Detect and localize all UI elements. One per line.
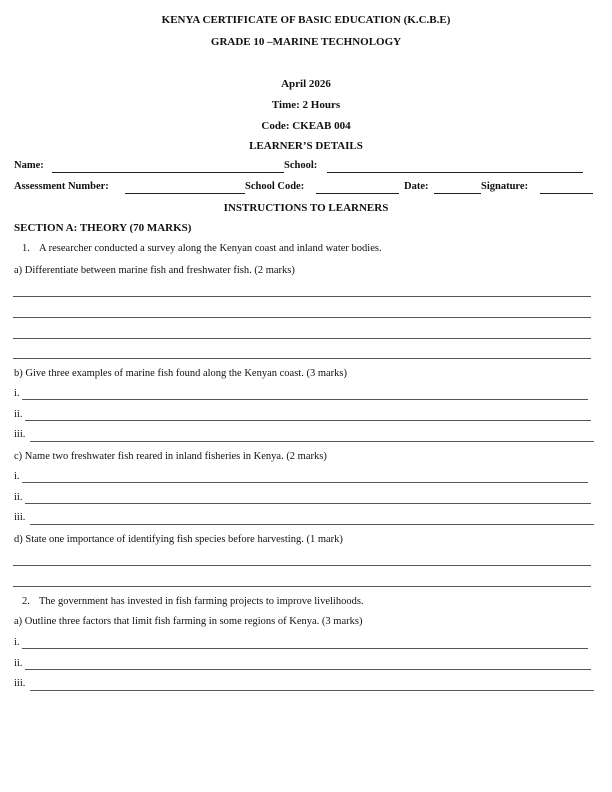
school-label: School: — [284, 160, 318, 171]
answer-line[interactable] — [13, 296, 591, 297]
signature-label: Signature: — [481, 181, 529, 192]
answer-line[interactable] — [25, 669, 591, 670]
item-label: i. — [14, 471, 20, 482]
answer-line[interactable] — [22, 399, 588, 400]
answer-line[interactable] — [25, 503, 591, 504]
instructions-heading: INSTRUCTIONS TO LEARNERS — [223, 202, 389, 214]
exam-date: April 2026 — [281, 78, 331, 90]
answer-line[interactable] — [13, 586, 591, 587]
assessment-number-label: Assessment Number: — [14, 181, 109, 192]
item-label: ii. — [14, 492, 23, 503]
item-label: iii. — [14, 512, 26, 523]
answer-line[interactable] — [30, 524, 594, 525]
answer-line[interactable] — [22, 482, 588, 483]
question-2-stem: The government has invested in fish farming projects to improve livelihoods. — [39, 596, 364, 607]
answer-line[interactable] — [22, 648, 588, 649]
school-code-label: School Code: — [245, 181, 305, 192]
answer-line[interactable] — [25, 420, 591, 421]
assessment-number-field[interactable] — [125, 193, 245, 194]
exam-code: Code: CKEAB 004 — [261, 120, 351, 132]
answer-line[interactable] — [13, 358, 591, 359]
date-field[interactable] — [434, 193, 481, 194]
question-1b-label: b) Give three examples of marine fish found along the Kenyan coast. (3 marks) — [14, 368, 347, 379]
date-label: Date: — [404, 181, 429, 192]
answer-line[interactable] — [13, 317, 591, 318]
name-field[interactable] — [52, 172, 284, 173]
answer-line[interactable] — [13, 565, 591, 566]
exam-subtitle: GRADE 10 –MARINE TECHNOLOGY — [210, 36, 402, 48]
exam-title: KENYA CERTIFICATE OF BASIC EDUCATION (K.C.B.E) — [161, 14, 451, 26]
item-label: i. — [14, 637, 20, 648]
question-1a-label: a) Differentiate between marine fish and freshwater fish. (2 marks) — [14, 265, 295, 276]
item-label: ii. — [14, 658, 23, 669]
item-label: ii. — [14, 409, 23, 420]
question-1-stem: A researcher conducted a survey along the Kenyan coast and inland water bodies. — [39, 243, 382, 254]
school-code-field[interactable] — [316, 193, 399, 194]
exam-time: Time: 2 Hours — [271, 99, 341, 111]
question-1-number: 1. — [22, 243, 30, 254]
answer-line[interactable] — [13, 338, 591, 339]
question-1c-label: c) Name two freshwater fish reared in inland fisheries in Kenya. (2 marks) — [14, 451, 327, 462]
question-1d-label: d) State one importance of identifying fish species before harvesting. (1 mark) — [14, 534, 343, 545]
question-2-number: 2. — [22, 596, 30, 607]
section-a-heading: SECTION A: THEORY (70 MARKS) — [14, 222, 192, 234]
name-label: Name: — [14, 160, 44, 171]
item-label: iii. — [14, 678, 26, 689]
school-field[interactable] — [327, 172, 583, 173]
item-label: i. — [14, 388, 20, 399]
answer-line[interactable] — [30, 690, 594, 691]
item-label: iii. — [14, 429, 26, 440]
question-2a-label: a) Outline three factors that limit fish farming in some regions of Kenya. (3 marks) — [14, 616, 363, 627]
signature-field[interactable] — [540, 193, 593, 194]
answer-line[interactable] — [30, 441, 594, 442]
learners-details-heading: LEARNER’S DETAILS — [249, 140, 363, 152]
